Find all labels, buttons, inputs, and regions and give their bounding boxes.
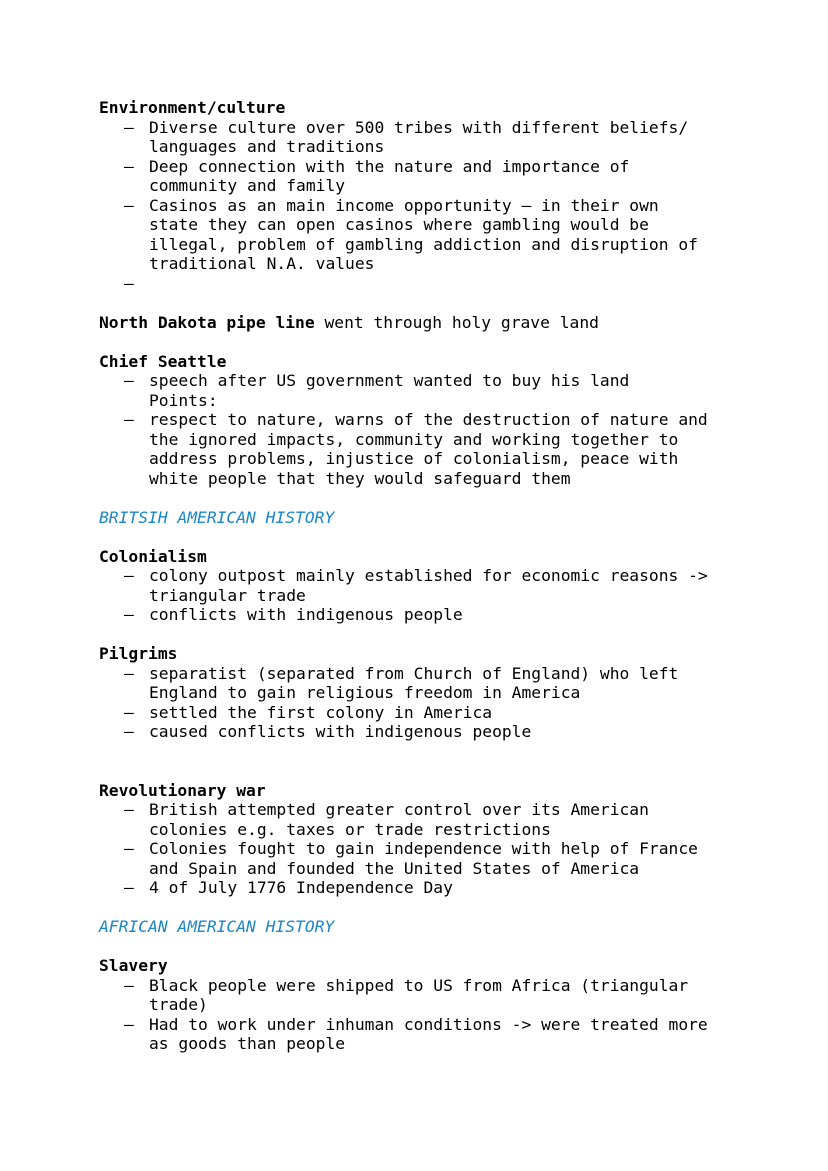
pipeline-heading: North Dakota pipe line bbox=[99, 312, 315, 332]
revolutionary-war-heading: Revolutionary war bbox=[99, 780, 266, 800]
document-page bbox=[99, 98, 759, 1054]
bullet-dash: – bbox=[124, 605, 134, 624]
list-item: – Had to work under inhuman conditions -> were treated more as goods than people bbox=[124, 1014, 708, 1053]
chief-seattle-heading: Chief Seattle bbox=[99, 351, 227, 371]
pilgrims-heading: Pilgrims bbox=[99, 644, 178, 663]
list-item: – respect to nature, warns of the destruction of nature and the ignored impacts, community and working together to address problems, injustice of colonialism, peace with white people that they would safeguard them bbox=[124, 410, 708, 488]
bullet-dash: – bbox=[124, 195, 134, 215]
bullet-dash: – bbox=[124, 117, 134, 137]
list-item: – Diverse culture over 500 tribes with different beliefs/ languages and traditions bbox=[124, 117, 689, 156]
list-item: – separatist (separated from Church of England) who left England to gain religious freedom in America bbox=[124, 663, 679, 702]
british-american-history-title: BRITSIH AMERICAN HISTORY bbox=[99, 507, 335, 527]
list-item: – 4 of July 1776 Independence Day bbox=[124, 878, 453, 897]
bullet-dash: – bbox=[124, 839, 134, 858]
bullet-dash: – bbox=[124, 273, 134, 293]
colonialism-list bbox=[99, 566, 759, 625]
bullet-dash: – bbox=[124, 702, 134, 722]
bullet-dash: – bbox=[124, 566, 134, 585]
list-item: – Colonies fought to gain independence with help of France and Spain and founded the United States of America bbox=[124, 839, 698, 878]
colonialism-heading: Colonialism bbox=[99, 546, 207, 566]
bullet-dash: – bbox=[124, 800, 134, 819]
bullet-dash: – bbox=[124, 410, 134, 429]
environment-heading: Environment/culture bbox=[99, 98, 286, 117]
list-item: – caused conflicts with indigenous people bbox=[124, 722, 532, 741]
list-item: – Casinos as an main income opportunity – in their own state they can open casinos where gambling would be illegal, problem of gambling addiction and disruption of traditional N.A. values bbox=[124, 195, 698, 273]
list-item: – colony outpost mainly established for economic reasons -> triangular trade bbox=[124, 566, 708, 605]
pipeline-paragraph bbox=[99, 313, 759, 333]
chief-seattle-list bbox=[99, 371, 759, 488]
pilgrims-list bbox=[99, 664, 759, 742]
list-item: – settled the first colony in America bbox=[124, 702, 493, 722]
list-item: – speech after US government wanted to buy his land Points: bbox=[124, 371, 630, 410]
african-american-history-title: AFRICAN AMERICAN HISTORY bbox=[99, 917, 335, 936]
environment-list bbox=[99, 118, 759, 294]
list-item: – Deep connection with the nature and importance of community and family bbox=[124, 156, 630, 195]
list-item: – Black people were shipped to US from Africa (triangular trade) bbox=[124, 975, 689, 1014]
revolutionary-war-list bbox=[99, 800, 759, 898]
bullet-dash: – bbox=[124, 663, 134, 683]
list-item: – British attempted greater control over its American colonies e.g. taxes or trade restrictions bbox=[124, 800, 649, 839]
bullet-dash: – bbox=[124, 156, 134, 176]
bullet-dash: – bbox=[124, 1014, 134, 1034]
list-item-empty bbox=[99, 274, 759, 294]
slavery-heading: Slavery bbox=[99, 956, 168, 975]
bullet-dash: – bbox=[124, 722, 134, 741]
pipeline-text: went through holy grave land bbox=[314, 312, 599, 332]
list-item: – conflicts with indigenous people bbox=[124, 605, 463, 624]
bullet-dash: – bbox=[124, 975, 134, 995]
bullet-dash: – bbox=[124, 878, 134, 897]
slavery-list bbox=[99, 976, 759, 1054]
bullet-dash: – bbox=[124, 371, 134, 390]
